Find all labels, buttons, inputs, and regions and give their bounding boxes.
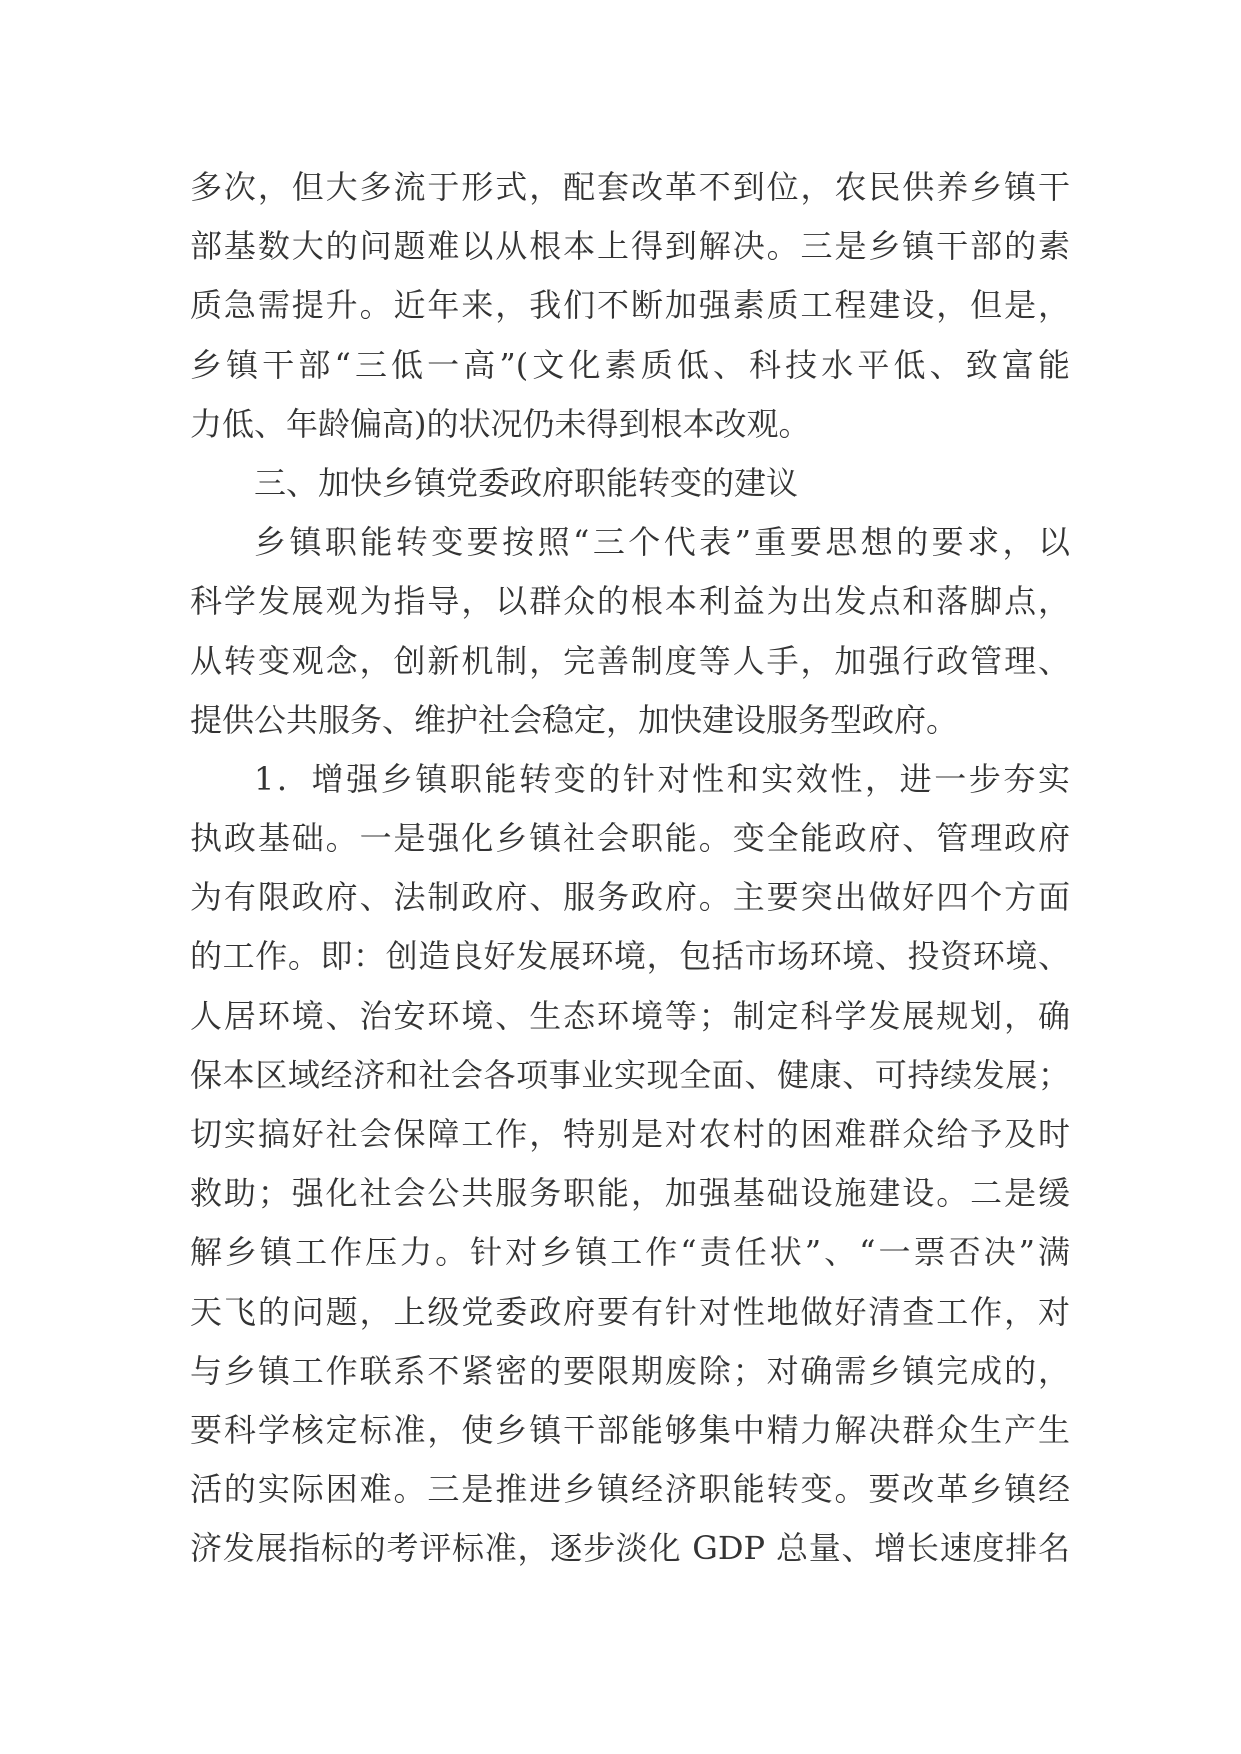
numbered-item-heading: 1．增强乡镇职能转变的针对性和实效性，进一步夯实 xyxy=(254,759,1070,798)
text-line: 要科学核定标准，使乡镇干部能够集中精力解决群众生产生 xyxy=(190,1410,1070,1449)
text-line: 与乡镇工作联系不紧密的要限期废除；对确需乡镇完成的， xyxy=(190,1351,1070,1390)
text-line: 活的实际困难。三是推进乡镇经济职能转变。要改革乡镇经 xyxy=(190,1470,1070,1509)
text-line: 济发展指标的考评标准，逐步淡化 GDP 总量、增长速度排名 xyxy=(190,1529,1070,1568)
text-line: 提供公共服务、维护社会稳定，加快建设服务型政府。 xyxy=(190,700,959,739)
text-line: 科学发展观为指导，以群众的根本利益为出发点和落脚点， xyxy=(190,582,1070,621)
text-line: 部基数大的问题难以从根本上得到解决。三是乡镇干部的素 xyxy=(190,227,1070,266)
text-line: 救助；强化社会公共服务职能，加强基础设施建设。二是缓 xyxy=(190,1174,1070,1213)
text-line: 执政基础。一是强化乡镇社会职能。变全能政府、管理政府 xyxy=(190,819,1070,858)
text-line: 乡镇干部“三低一高”(文化素质低、科技水平低、致富能 xyxy=(190,345,1070,384)
text-line: 天飞的问题，上级党委政府要有针对性地做好清查工作，对 xyxy=(190,1292,1070,1331)
text-line: 从转变观念，创新机制，完善制度等人手，加强行政管理、 xyxy=(190,641,1070,680)
text-line: 人居环境、治安环境、生态环境等；制定科学发展规划，确 xyxy=(190,996,1070,1035)
text-line: 力低、年龄偏高)的状况仍未得到根本改观。 xyxy=(190,404,811,443)
text-line: 多次，但大多流于形式，配套改革不到位，农民供养乡镇干 xyxy=(190,168,1070,206)
text-line: 质急需提升。近年来，我们不断加强素质工程建设，但是， xyxy=(190,286,1070,325)
text-line: 解乡镇工作压力。针对乡镇工作“责任状”、“一票否决”满 xyxy=(190,1233,1070,1272)
text-line: 乡镇职能转变要按照“三个代表”重要思想的要求，以 xyxy=(254,523,1070,562)
body-text xyxy=(190,158,1070,1579)
text-line: 为有限政府、法制政府、服务政府。主要突出做好四个方面 xyxy=(190,878,1070,917)
text-line: 的工作。即：创造良好发展环境，包括市场环境、投资环境、 xyxy=(190,937,1070,976)
section-heading: 三、加快乡镇党委政府职能转变的建议 xyxy=(254,463,799,502)
text-line: 切实搞好社会保障工作，特别是对农村的困难群众给予及时 xyxy=(190,1115,1070,1153)
text-line: 保本区域经济和社会各项事业实现全面、健康、可持续发展； xyxy=(190,1055,1070,1094)
